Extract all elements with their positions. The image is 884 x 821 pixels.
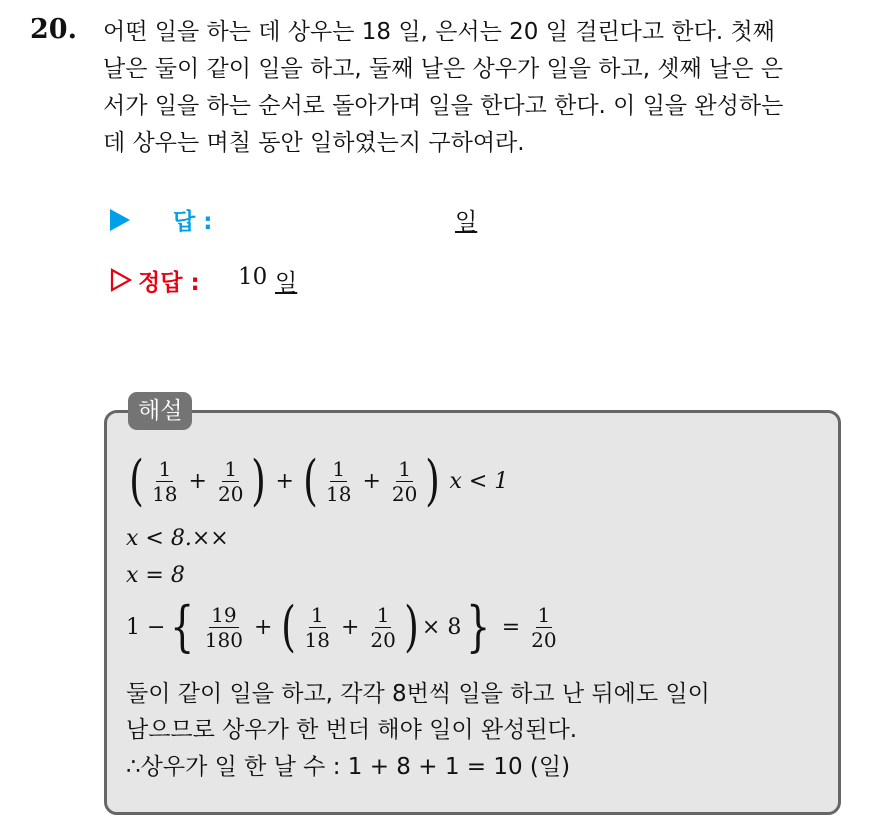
explanation-equation-3: x = 8 <box>126 562 185 588</box>
equation-tail: x < 1 <box>449 468 509 494</box>
question-line: 서가 일을 하는 순서로 돌아가며 일을 한다고 한다. 이 일을 완성하는 <box>103 93 784 119</box>
question-number: 20. <box>30 14 77 45</box>
question-line: 데 상우는 며칠 동안 일하였는지 구하여라. <box>103 130 525 156</box>
play-triangle-icon <box>110 209 130 231</box>
answer-unit: 일 <box>455 209 478 235</box>
equation-mult: × 8 <box>421 614 462 640</box>
question-text <box>103 14 863 162</box>
fraction: $\frac{1}{20}$ <box>370 602 396 652</box>
fraction: $\frac{1}{18}$ <box>152 456 178 506</box>
fraction: $\frac{1}{20}$ <box>217 456 244 506</box>
equation-lead: 1 − <box>126 614 166 640</box>
equals-sign: = <box>501 614 521 640</box>
correct-answer-value: 10 <box>238 264 268 290</box>
explanation-equation-1: ( $\frac{1}{18}$ + $\frac{1}{20}$ ) + ( $\frac{1}{18}$ + $\frac{1}{20}$ ) x < 1 <box>129 449 509 512</box>
question-line: 어떤 일을 하는 데 상우는 18 일, 은서는 20 일 걸린다고 한다. 첫째 <box>103 19 775 45</box>
fraction: $\frac{1}{18}$ <box>304 602 330 652</box>
correct-answer-label: 정답 : <box>138 270 200 296</box>
explanation-text-line: 남으므로 상우가 한 번더 해야 일이 완성된다. <box>126 717 578 743</box>
fraction: $\frac{1}{20}$ <box>391 456 418 506</box>
answer-label: 답 : <box>173 209 213 235</box>
answer-input-field[interactable] <box>455 203 477 236</box>
outline-triangle-icon <box>110 268 132 292</box>
explanation-tag: 해설 <box>128 392 192 430</box>
fraction: $\frac{19}{180}$ <box>204 602 243 652</box>
fraction: $\frac{1}{20}$ <box>531 602 557 652</box>
correct-answer-unit: 일 <box>275 270 298 296</box>
explanation-text-line: 둘이 같이 일을 하고, 각각 8번씩 일을 하고 난 뒤에도 일이 <box>126 681 710 707</box>
explanation-text-line: ∴상우가 일 한 날 수 : 1 + 8 + 1 = 10 (일) <box>126 754 571 780</box>
explanation-equation-2: x < 8.×× <box>126 525 229 551</box>
explanation-equation-4: 1 − { $\frac{19}{180}$ + ( $\frac{1}{18}$ + $\frac{1}{20}$ ) × 8 } = $\frac{1}{20}$ <box>126 595 557 658</box>
fraction: $\frac{1}{18}$ <box>326 456 352 506</box>
question-line: 날은 둘이 같이 일을 하고, 둘째 날은 상우가 일을 하고, 셋째 날은 은 <box>103 56 784 82</box>
